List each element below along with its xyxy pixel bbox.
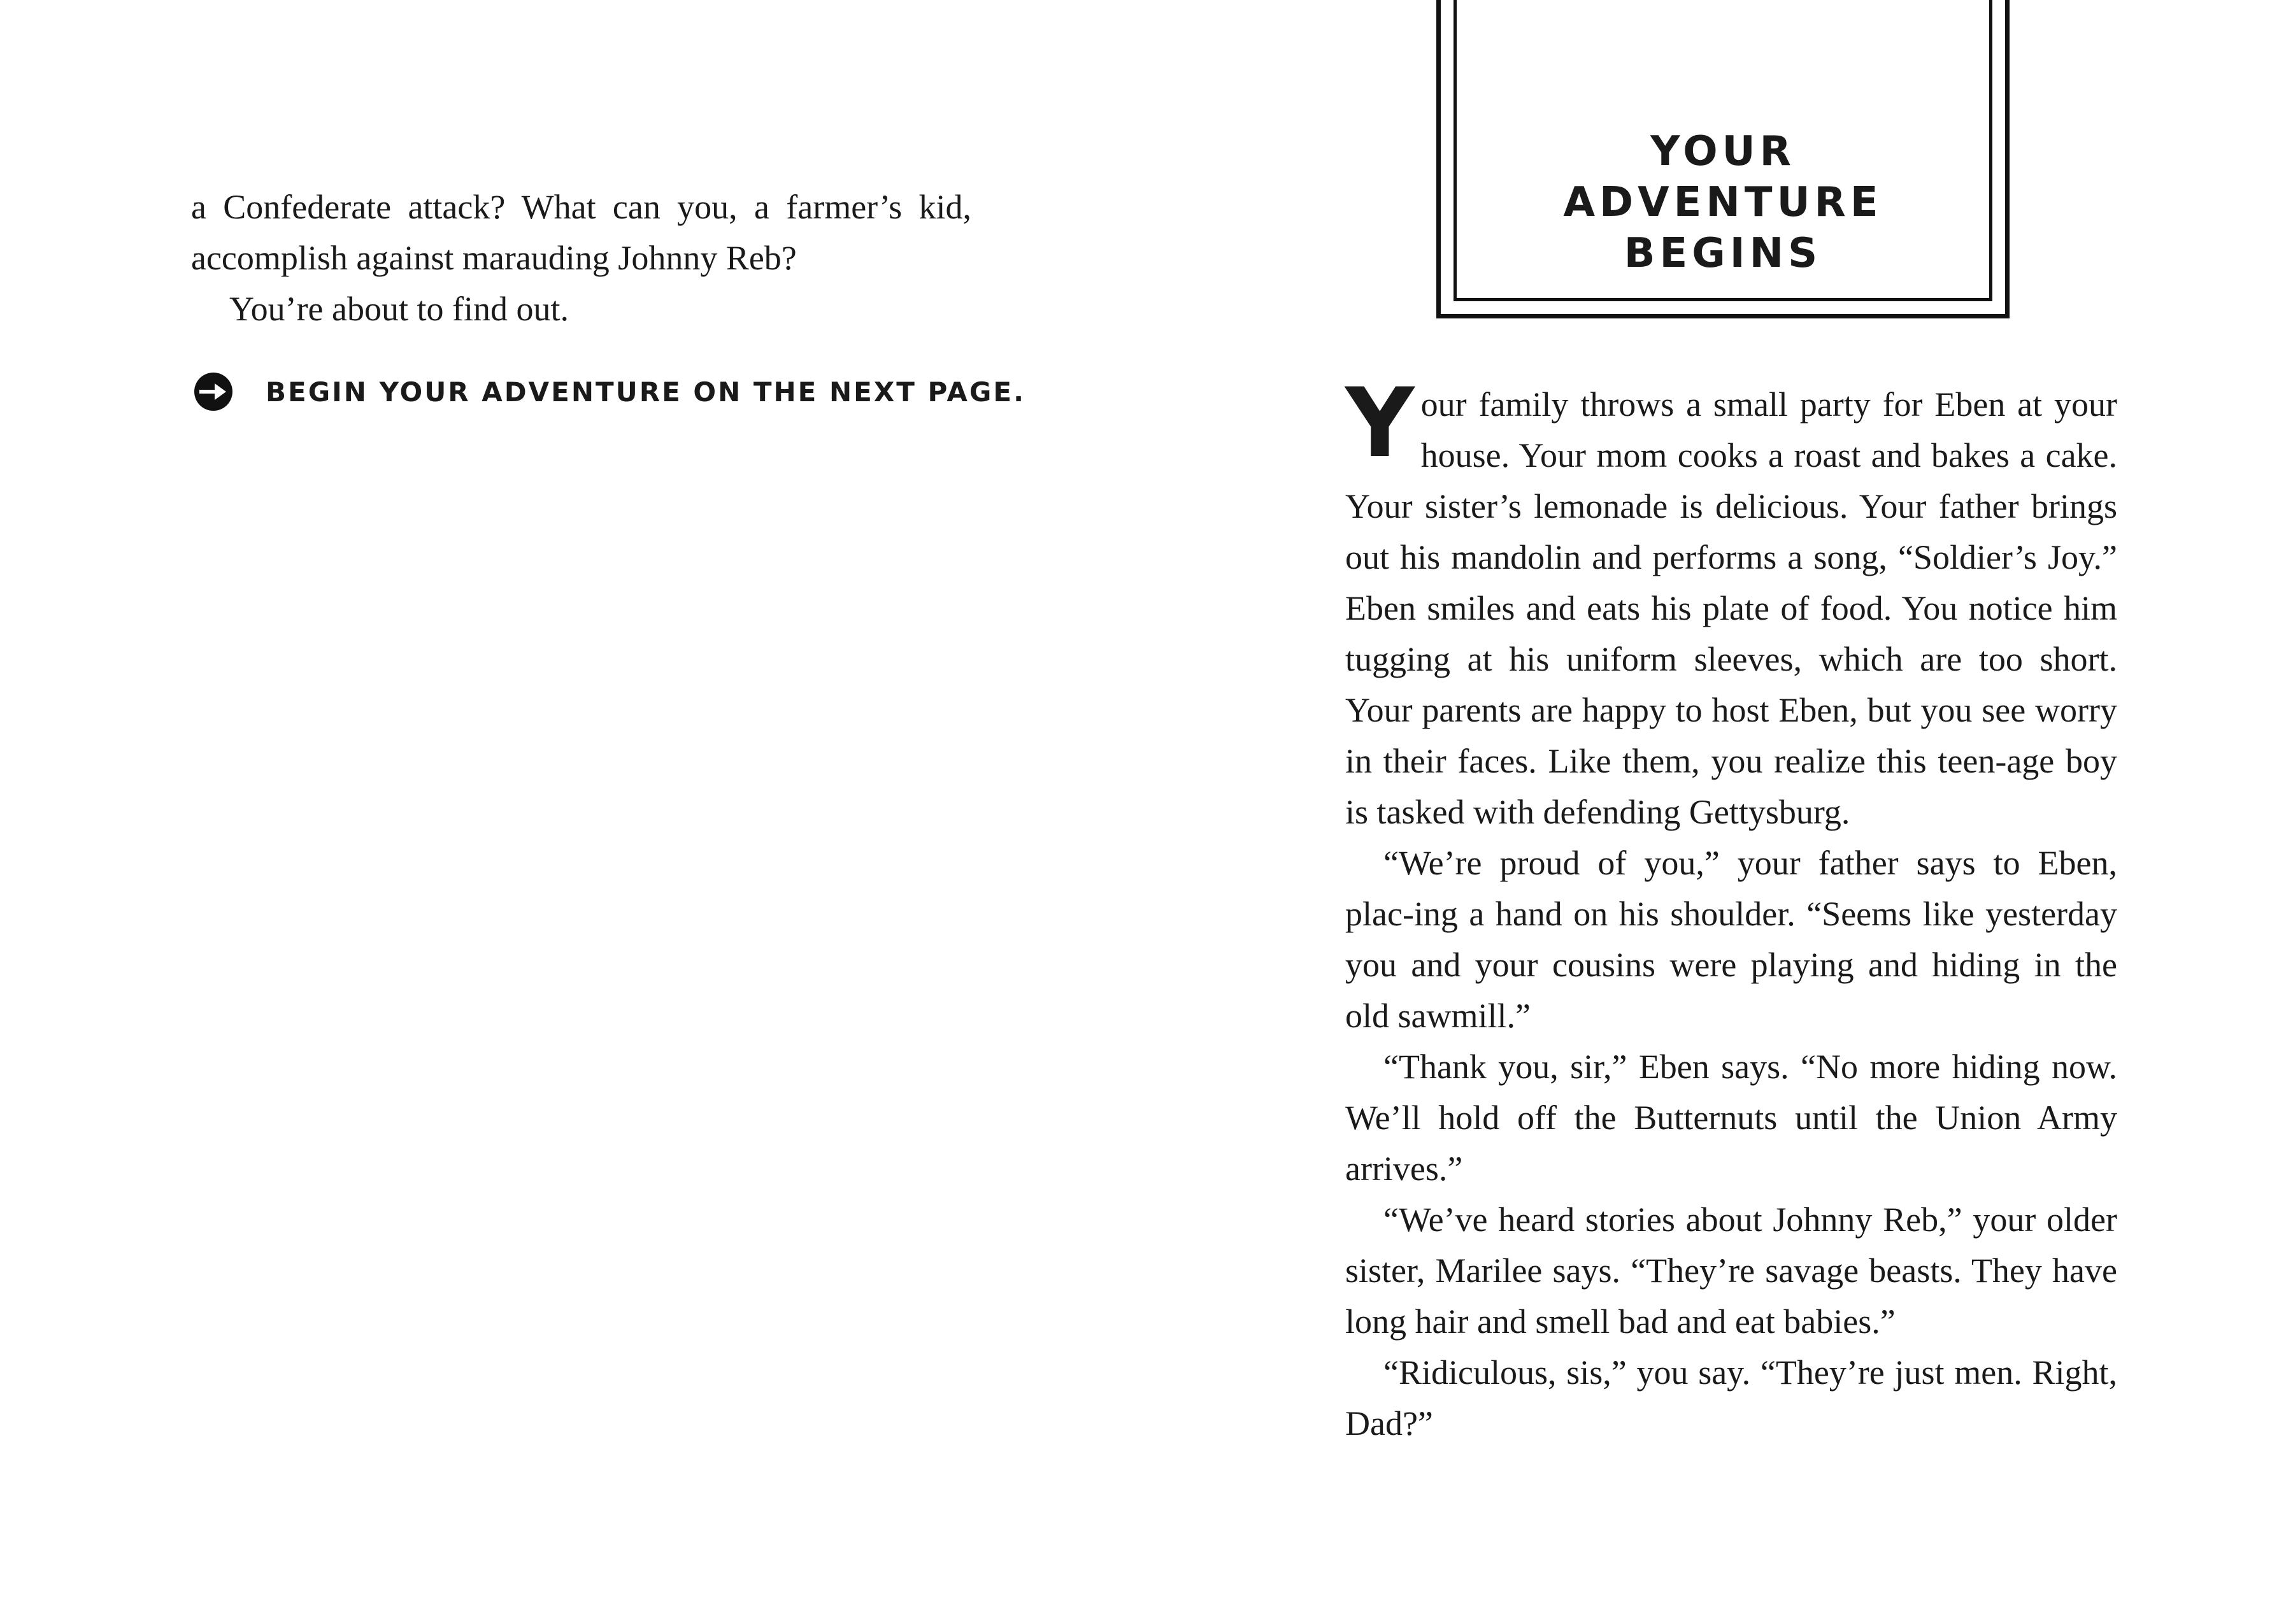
paragraph: “Thank you, sir,” Eben says. “No more hiding now. We’ll hold off the Butternuts until the Union Army arrives.” <box>1345 1048 2117 1188</box>
left-page <box>0 0 1146 1624</box>
paragraph: You’re about to find out. <box>229 290 569 328</box>
right-page <box>1146 0 2293 1624</box>
chapter-title-inner-frame <box>1454 0 1992 301</box>
drop-cap: Y <box>1345 368 1415 479</box>
next-page-link[interactable] <box>194 373 1025 411</box>
paragraph: “Ridiculous, sis,” you say. “They’re just men. Right, Dad?” <box>1345 1353 2117 1442</box>
left-page-text <box>191 182 971 334</box>
paragraph: a Confederate attack? What can you, a farmer’s kid, accomplish against marauding Johnny Reb? <box>191 188 971 277</box>
story-text <box>1345 368 2117 1449</box>
chapter-title-line-1: YOUR ADVENTURE <box>1563 128 1883 226</box>
chapter-title-frame <box>1436 0 2010 318</box>
next-page-label: BEGIN YOUR ADVENTURE ON THE NEXT PAGE. <box>266 376 1026 408</box>
chapter-title-line-2: BEGINS <box>1624 230 1822 277</box>
paragraph: “We’re proud of you,” your father says to Eben, plac-ing a hand on his shoulder. “Seems like yesterday you and your cousins were playing and hiding in the old sawmill.” <box>1345 844 2117 1035</box>
opening-paragraph-text: our family throws a small party for Eben at your house. Your mom cooks a roast and bakes a cake. Your sister’s lemonade is delicious. Your father brings out his mandolin and performs a song, “Soldier’s Joy.” Eben smiles and eats his plate of food. You notice him tugging at his uniform sleeves, which are too short. Your parents are happy to host Eben, but you see worry in their faces. Like them, you realize this teen-age boy is tasked with defending Gettysburg. <box>1345 385 2117 831</box>
paragraph: “We’ve heard stories about Johnny Reb,” your older sister, Marilee says. “They’re savage beasts. They have long hair and smell bad and eat babies.” <box>1345 1200 2117 1341</box>
chapter-title <box>1532 126 1914 279</box>
opening-paragraph <box>1345 368 2117 837</box>
arrow-right-circle-icon <box>194 373 232 411</box>
